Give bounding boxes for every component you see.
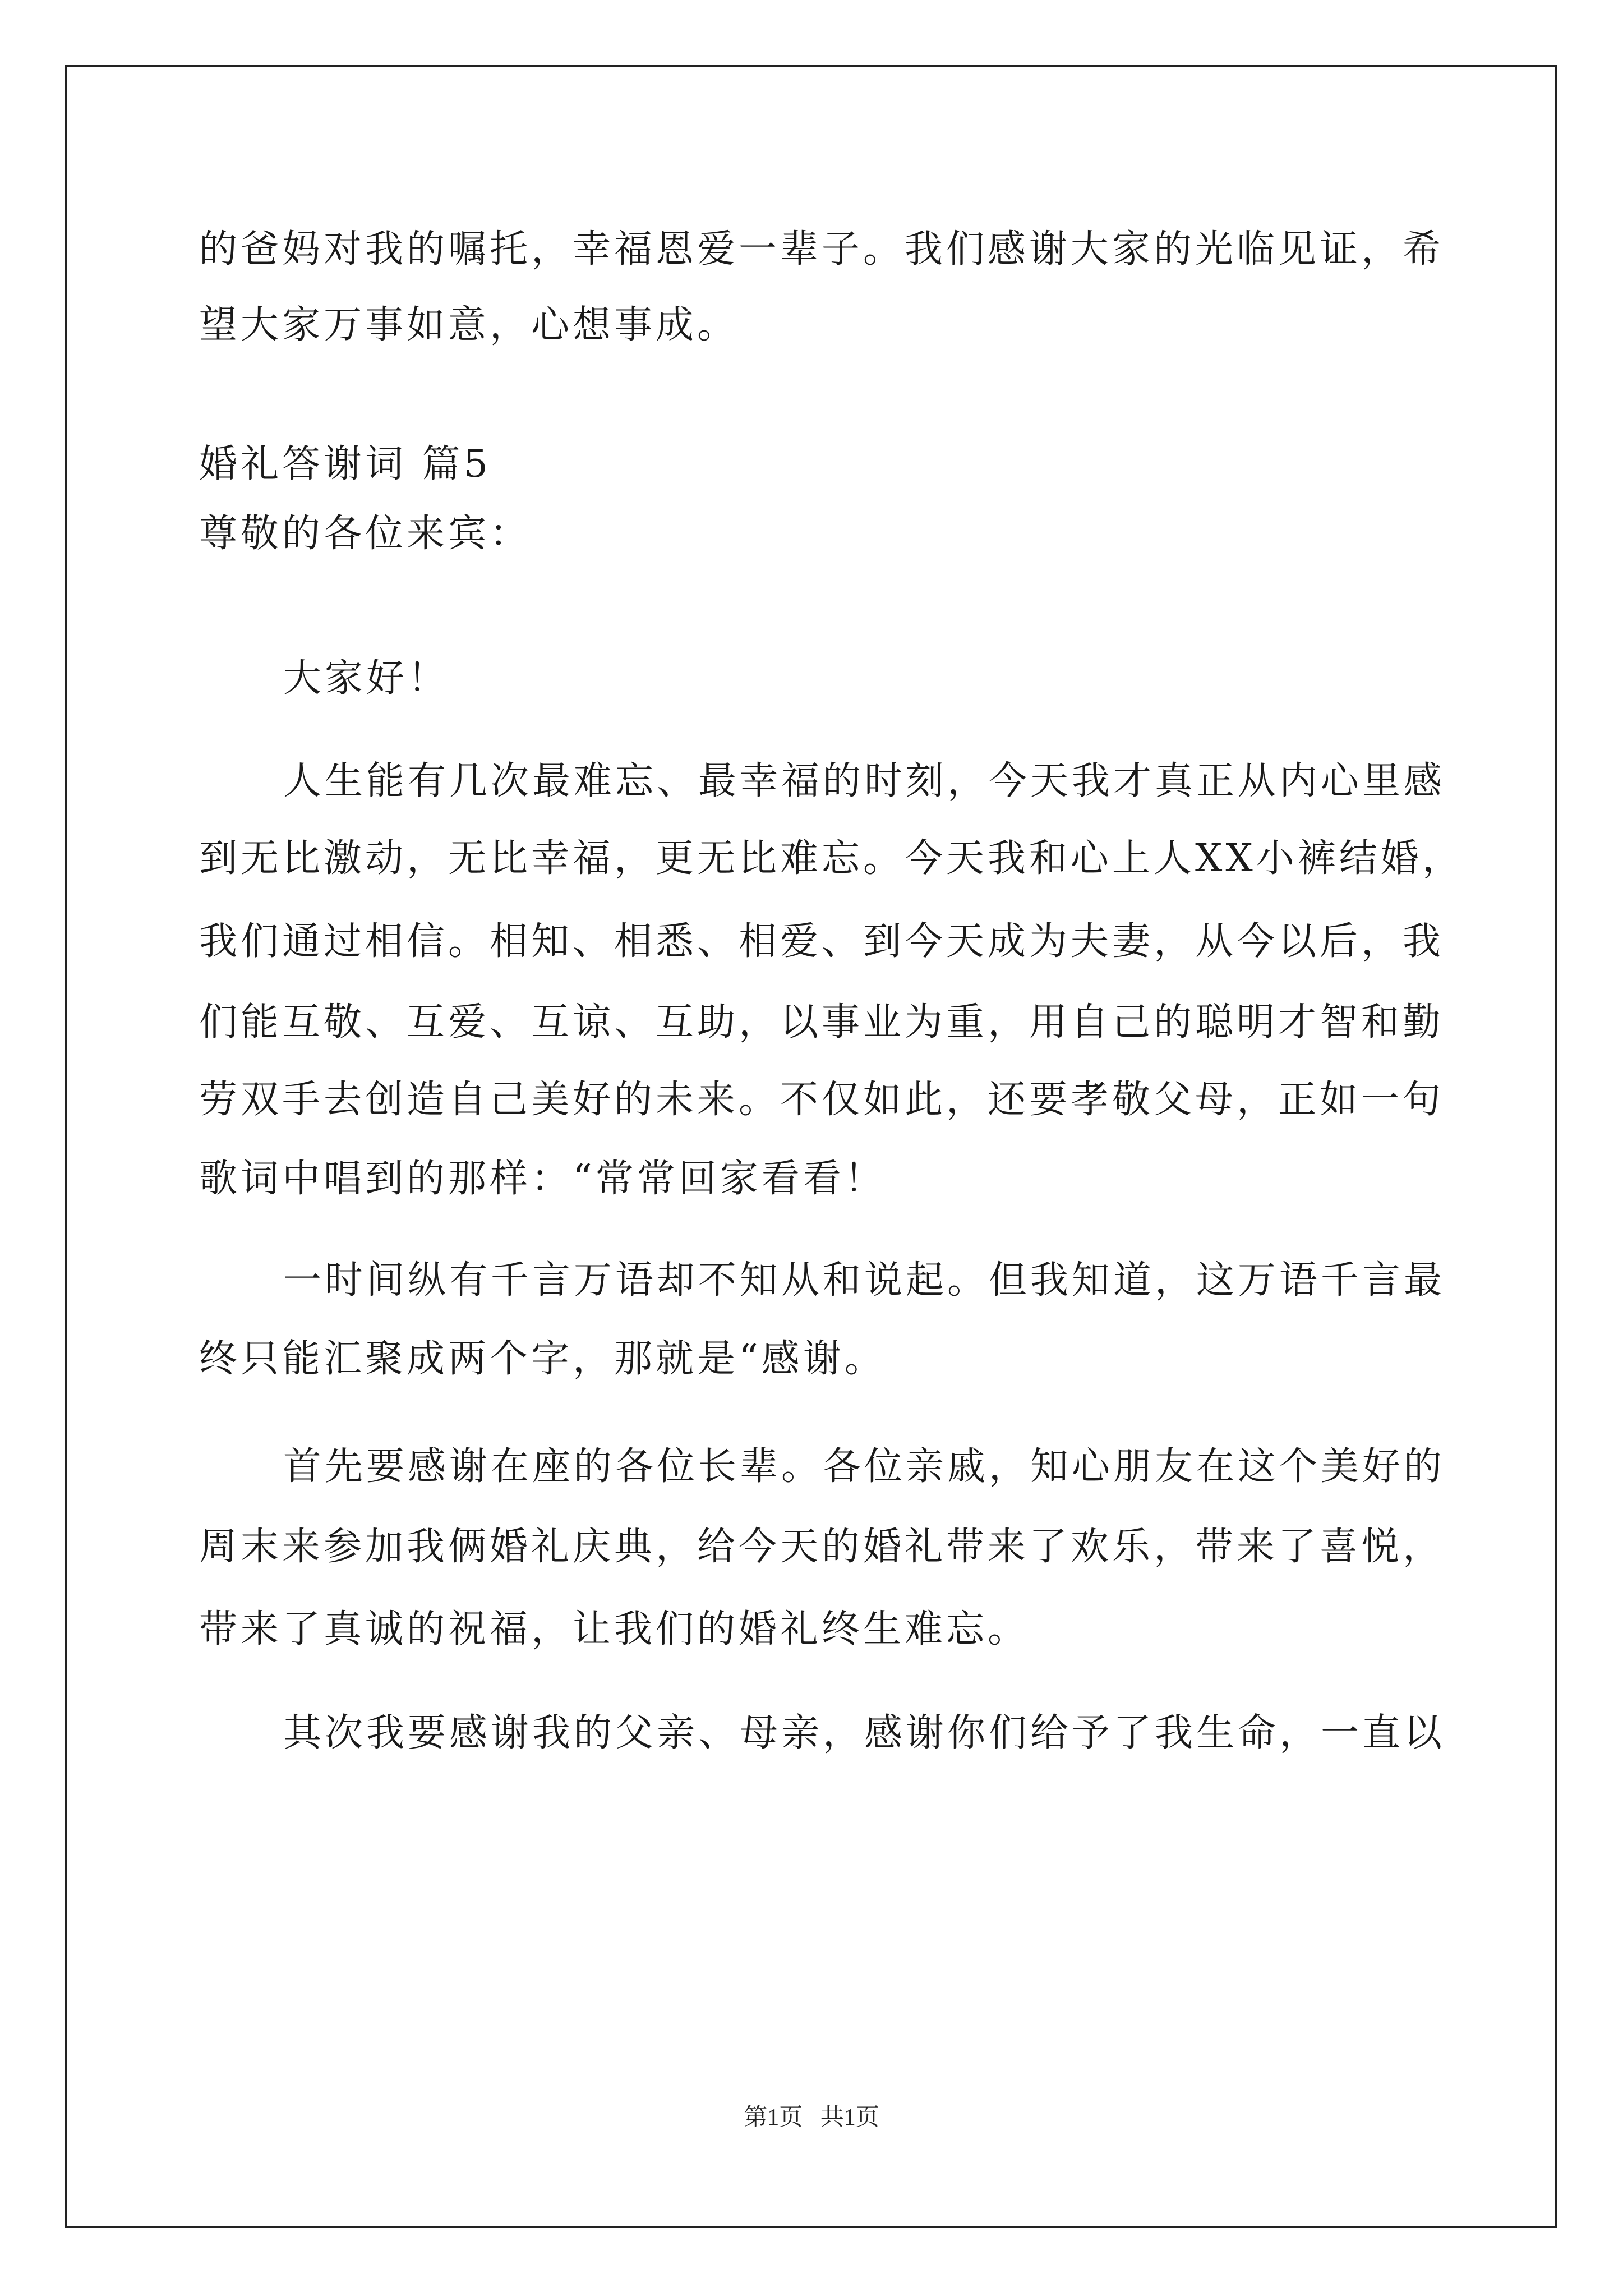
paragraph-line: 劳双手去创造自己美好的未来。不仅如此，还要孝敬父母，正如一句 (199, 1078, 1445, 1122)
paragraph-line: 周末来参加我俩婚礼庆典，给今天的婚礼带来了欢乐，带来了喜悦， (199, 1525, 1445, 1569)
salutation: 尊敬的各位来宾： (199, 512, 532, 556)
paragraph-line: 人生能有几次最难忘、最幸福的时刻，今天我才真正从内心里感 (283, 759, 1446, 803)
paragraph-line: 一时间纵有千言万语却不知从和说起。但我知道，这万语千言最 (283, 1258, 1446, 1303)
paragraph-line: 歌词中唱到的那样：“常常回家看看！ (199, 1157, 886, 1201)
paragraph-line: 们能互敬、互爱、互谅、互助，以事业为重，用自己的聪明才智和勤 (199, 1000, 1445, 1045)
greeting: 大家好！ (283, 656, 450, 701)
paragraph-line: 到无比激动，无比幸福，更无比难忘。今天我和心上人XX小裤结婚， (199, 836, 1464, 881)
paragraph-line: 其次我要感谢我的父亲、母亲，感谢你们给予了我生命，一直以 (283, 1711, 1446, 1755)
paragraph-line: 带来了真诚的祝福，让我们的婚礼终生难忘。 (199, 1607, 1030, 1651)
paragraph-line: 的爸妈对我的嘱托，幸福恩爱一辈子。我们感谢大家的光临见证，希 (199, 227, 1445, 272)
paragraph-line: 首先要感谢在座的各位长辈。各位亲戚，知心朋友在这个美好的 (283, 1444, 1446, 1489)
paragraph-line: 望大家万事如意，心想事成。 (199, 303, 739, 347)
paragraph-line: 终只能汇聚成两个字，那就是“感谢。 (199, 1337, 886, 1381)
page-footer: 第1页 共1页 (744, 2105, 879, 2131)
section-heading: 婚礼答谢词 篇5 (199, 442, 491, 486)
page-border (65, 65, 1557, 2228)
paragraph-line: 我们通过相信。相知、相悉、相爱、到今天成为夫妻，从今以后，我 (199, 919, 1445, 964)
